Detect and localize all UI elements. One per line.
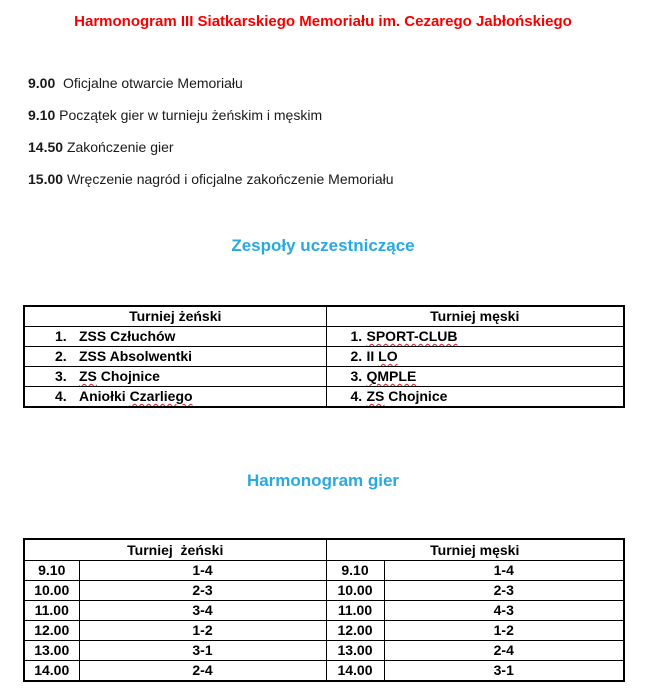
time-cell: 13.00: [326, 641, 384, 661]
team-name: [367, 368, 417, 384]
misspelled-text-segment: LO: [378, 348, 398, 364]
text-segment: ZSS Absolwentki: [79, 348, 193, 364]
team-cell: [326, 387, 624, 408]
team-cell: [24, 387, 326, 408]
table-row: [24, 387, 624, 408]
schedule-item: [28, 138, 394, 156]
schedule-time: 9.00: [28, 75, 56, 91]
table-row: [24, 601, 624, 621]
match-cell: 3-1: [79, 641, 326, 661]
table-row: [24, 367, 624, 387]
text-segment: ZSS Człuchów: [79, 328, 176, 344]
team-name: [79, 368, 160, 384]
time-cell: 12.00: [24, 621, 79, 641]
team-name: [367, 328, 458, 344]
time-cell: 11.00: [326, 601, 384, 621]
team-name: [79, 348, 192, 364]
team-name: [367, 388, 448, 404]
match-cell: 2-4: [384, 641, 624, 661]
match-cell: 2-4: [79, 661, 326, 682]
teams-header-women: Turniej żeński: [24, 306, 326, 327]
teams-header-men: Turniej męski: [326, 306, 624, 327]
time-cell: 10.00: [326, 581, 384, 601]
team-cell: [24, 367, 326, 387]
time-cell: 9.10: [326, 561, 384, 581]
team-cell: [326, 327, 624, 347]
match-cell: 3-1: [384, 661, 624, 682]
team-number: 1.: [55, 328, 67, 344]
time-cell: 14.00: [326, 661, 384, 682]
team-cell: [24, 347, 326, 367]
schedule-text: Oficjalne otwarcie Memoriału: [63, 75, 243, 91]
misspelled-text-segment: SPORT-CLUB: [366, 328, 458, 344]
team-cell: [24, 327, 326, 347]
schedule-item: [28, 170, 394, 188]
text-segment: II: [366, 348, 379, 364]
time-cell: 14.00: [24, 661, 79, 682]
time-cell: 9.10: [24, 561, 79, 581]
schedule-list: [28, 74, 394, 202]
table-row: [24, 621, 624, 641]
teams-section-heading: Zespoły uczestniczące: [231, 236, 415, 255]
time-cell: 10.00: [24, 581, 79, 601]
match-cell: 1-4: [384, 561, 624, 581]
misspelled-text-segment: ZS: [366, 388, 385, 404]
misspelled-text-segment: Czarliego: [129, 388, 193, 404]
schedule-time: 14.50: [28, 139, 64, 155]
games-header-men: Turniej męski: [326, 539, 624, 561]
team-number: 4.: [55, 388, 67, 404]
team-number: 1.: [350, 328, 363, 344]
schedule-item: [28, 74, 394, 92]
team-name: [79, 328, 175, 344]
team-number: 3.: [55, 368, 67, 384]
document-title: Harmonogram III Siatkarskiego Memoriału im. Cezarego Jabłońskiego: [74, 13, 572, 30]
table-header-row: [24, 539, 624, 561]
table-row: [24, 581, 624, 601]
team-number: 2.: [55, 348, 67, 364]
match-cell: 1-2: [79, 621, 326, 641]
team-number: 2.: [350, 348, 363, 364]
match-cell: 1-4: [79, 561, 326, 581]
team-name: [367, 348, 398, 364]
match-cell: 4-3: [384, 601, 624, 621]
time-cell: 11.00: [24, 601, 79, 621]
text-segment: Chojnice: [384, 388, 448, 404]
text-segment: Aniołki: [79, 388, 130, 404]
games-header-women: Turniej żeński: [24, 539, 326, 561]
table-header-row: [24, 306, 624, 327]
match-cell: 3-4: [79, 601, 326, 621]
table-row: [24, 347, 624, 367]
table-row: [24, 327, 624, 347]
table-row: [24, 641, 624, 661]
schedule-time: 9.10: [28, 107, 56, 123]
schedule-time: 15.00: [28, 171, 64, 187]
games-section-heading: Harmonogram gier: [246, 471, 400, 490]
match-cell: 1-2: [384, 621, 624, 641]
time-cell: 13.00: [24, 641, 79, 661]
team-cell: [326, 367, 624, 387]
schedule-item: [28, 106, 394, 124]
misspelled-text-segment: ZS: [79, 368, 97, 384]
text-segment: Chojnice: [96, 368, 160, 384]
table-row: [24, 561, 624, 581]
schedule-text: Początek gier w turnieju żeńskim i męskim: [59, 107, 323, 123]
match-cell: 2-3: [384, 581, 624, 601]
schedule-text: Wręczenie nagród i oficjalne zakończenie Memoriału: [66, 171, 394, 187]
teams-table: [23, 305, 625, 408]
games-table: [23, 538, 625, 682]
team-number: 3.: [350, 368, 363, 384]
team-name: [79, 388, 193, 404]
match-cell: 2-3: [79, 581, 326, 601]
schedule-text: Zakończenie gier: [66, 139, 174, 155]
table-row: [24, 661, 624, 682]
team-cell: [326, 347, 624, 367]
schedule-separator: [55, 75, 63, 91]
time-cell: 12.00: [326, 621, 384, 641]
team-number: 4.: [350, 388, 363, 404]
misspelled-text-segment: QMPLE: [366, 368, 417, 384]
